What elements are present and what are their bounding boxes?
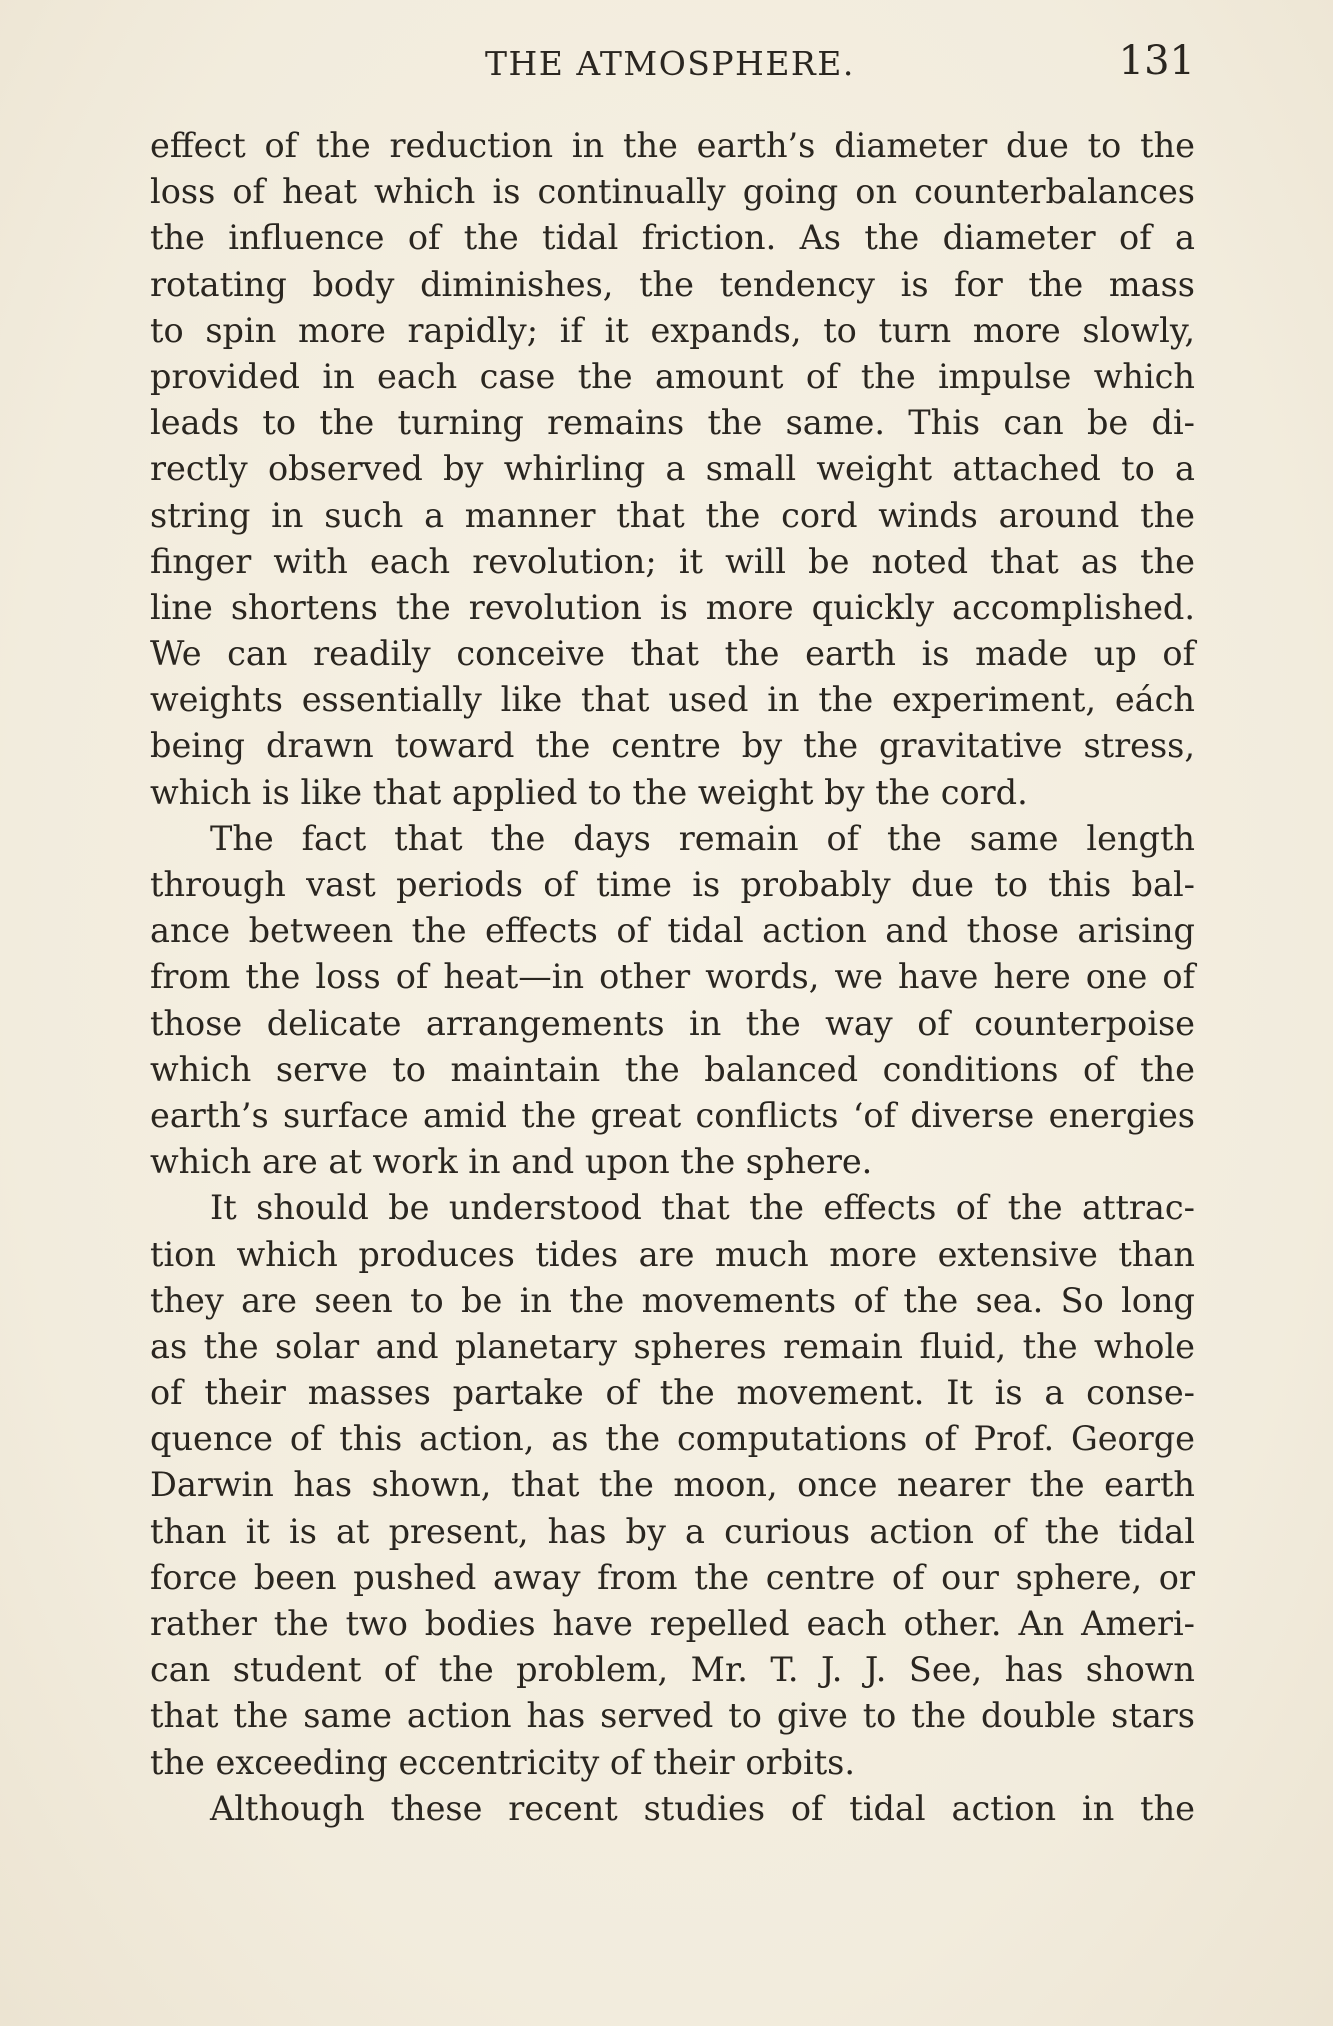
text-line: as the solar and planetary spheres remain fluid, the whole bbox=[150, 1326, 1195, 1366]
text-line: tion which produces tides are much more extensive than bbox=[150, 1234, 1195, 1274]
text-line: The fact that the days remain of the same length bbox=[210, 818, 1195, 858]
text-line: which serve to maintain the balanced conditions of the bbox=[150, 1049, 1195, 1089]
text-line: from the loss of heat—in other words, we have here one of bbox=[150, 957, 1195, 997]
page-header bbox=[150, 34, 1195, 94]
paragraph bbox=[150, 1185, 1195, 1785]
body-text bbox=[150, 123, 1195, 1832]
text-line: that the same action has served to give to the double stars bbox=[150, 1696, 1195, 1736]
text-line: string in such a manner that the cord winds around the bbox=[150, 495, 1195, 535]
text-line: than it is at present, has by a curious action of the tidal bbox=[150, 1511, 1195, 1551]
paragraph bbox=[150, 123, 1195, 816]
text-line: they are seen to be in the movements of the sea. So long bbox=[150, 1280, 1195, 1320]
text-line: can student of the problem, Mr. T. J. J. See, has shown bbox=[150, 1650, 1195, 1690]
running-title: THE ATMOSPHERE. bbox=[485, 44, 855, 83]
text-line: It should be understood that the effects of the attrac- bbox=[210, 1188, 1195, 1228]
text-line: quence of this action, as the computations of Prof. George bbox=[150, 1419, 1195, 1459]
text-line: earth’s surface amid the great conflicts ‘of diverse energies bbox=[150, 1095, 1195, 1135]
text-line: the influence of the tidal friction. As the diameter of a bbox=[150, 218, 1195, 258]
page-number: 131 bbox=[1118, 38, 1195, 84]
text-line: rather the two bodies have repelled each other. An Ameri- bbox=[150, 1604, 1195, 1643]
text-line: finger with each revolution; it will be noted that as the bbox=[150, 541, 1195, 581]
paragraph bbox=[150, 816, 1195, 1186]
text-line: line shortens the revolution is more quickly accomplished. bbox=[150, 587, 1195, 627]
text-line: those delicate arrangements in the way of counterpoise bbox=[150, 1003, 1195, 1043]
text-line: rectly observed by whirling a small weight attached to a bbox=[150, 449, 1195, 489]
text-line: being drawn toward the centre by the gravitative stress, bbox=[150, 726, 1195, 766]
text-line: rotating body diminishes, the tendency is for the mass bbox=[150, 264, 1195, 304]
text-line: through vast periods of time is probably due to this bal- bbox=[150, 865, 1195, 904]
text-line: the exceeding eccentricity of their orbits. bbox=[150, 1742, 856, 1782]
text-line: force been pushed away from the centre of our sphere, or bbox=[150, 1557, 1195, 1597]
paragraph bbox=[150, 1786, 1195, 1832]
text-line: which is like that applied to the weight by the cord. bbox=[150, 772, 1028, 812]
text-line: to spin more rapidly; if it expands, to turn more slowly, bbox=[150, 310, 1195, 350]
text-line: weights essentially like that used in the experiment, eách bbox=[150, 680, 1195, 720]
text-line: Darwin has shown, that the moon, once nearer the earth bbox=[150, 1465, 1195, 1505]
text-line: effect of the reduction in the earth’s diameter due to the bbox=[150, 126, 1195, 165]
text-line: of their masses partake of the movement. It is a conse- bbox=[150, 1373, 1195, 1413]
text-line: ance between the effects of tidal action and those arising bbox=[150, 911, 1195, 951]
text-line: Although these recent studies of tidal action in the bbox=[210, 1788, 1195, 1828]
text-line: We can readily conceive that the earth is made up of bbox=[150, 634, 1195, 674]
text-line: which are at work in and upon the sphere. bbox=[150, 1142, 873, 1182]
text-line: loss of heat which is continually going on counterbalances bbox=[150, 172, 1195, 212]
text-line: leads to the turning remains the same. This can be di- bbox=[150, 403, 1195, 443]
text-line: provided in each case the amount of the impulse which bbox=[150, 356, 1195, 396]
